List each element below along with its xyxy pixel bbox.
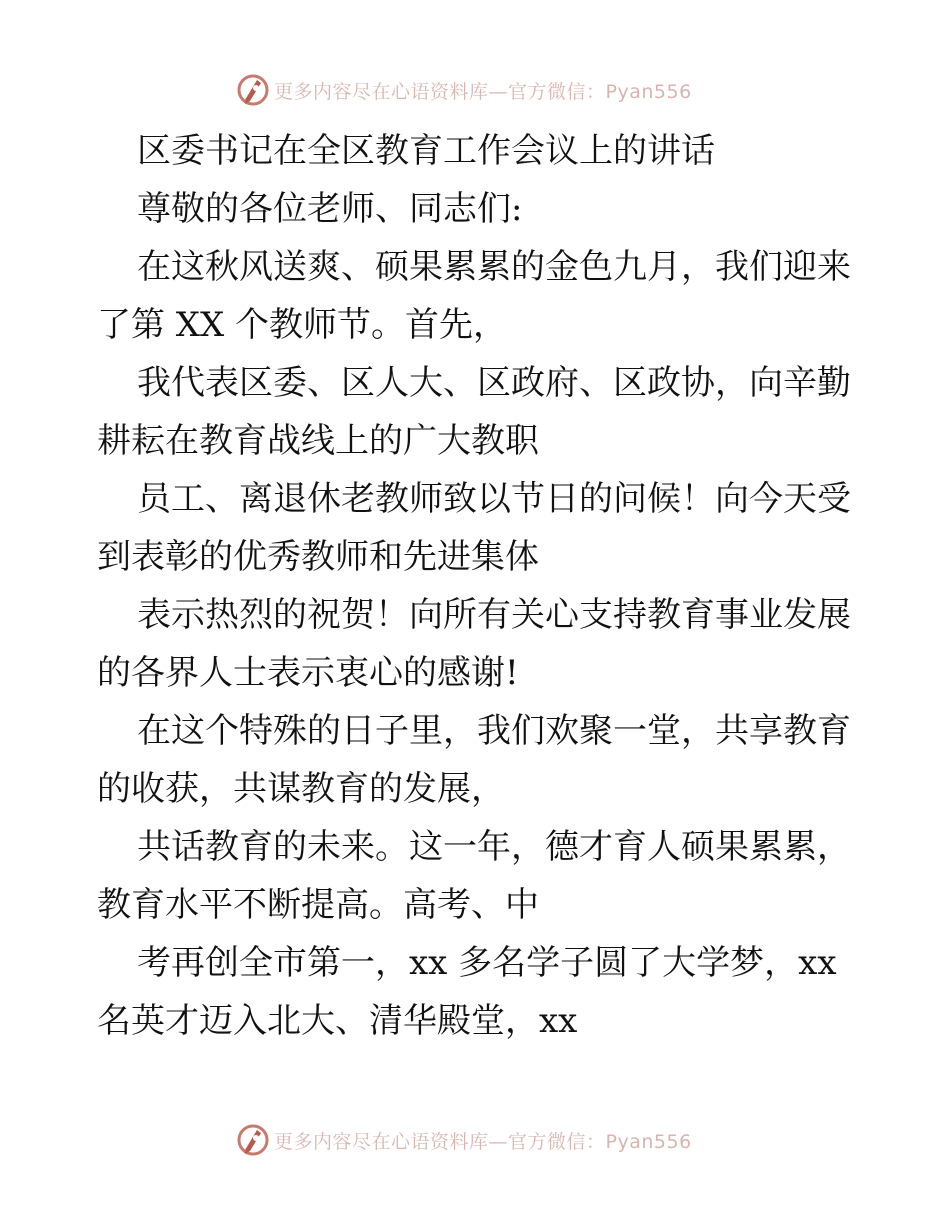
text-line: 到表彰的优秀教师和先进集体 — [97, 537, 539, 577]
salutation: 尊敬的各位老师、同志们: — [137, 189, 523, 229]
text-line: 共话教育的未来。这一年，德才育人硕果累累， — [137, 827, 851, 867]
text-line: 名英才迈入北大、清华殿堂，xx — [97, 1001, 578, 1041]
text-line: 员工、离退休老教师致以节日的问候！向今天受 — [137, 479, 851, 519]
text-line: 的各界人士表示衷心的感谢! — [97, 653, 519, 693]
text-line: 教育水平不断提高。高考、中 — [97, 885, 539, 925]
text-line: 考再创全市第一，xx 多名学子圆了大学梦，xx — [137, 943, 837, 983]
footer-watermark — [0, 1120, 950, 1160]
watermark-text: 更多内容尽在心语资料库—官方微信：Pyan556 — [274, 1130, 692, 1153]
document-title: 区委书记在全区教育工作会议上的讲话 — [137, 131, 715, 171]
text-line: 我代表区委、区人大、区政府、区政协，向辛勤 — [137, 363, 851, 403]
stylized-p-logo-icon — [236, 1123, 270, 1157]
text-line: 耕耘在教育战线上的广大教职 — [97, 421, 539, 461]
text-line: 在这个特殊的日子里，我们欢聚一堂，共享教育 — [137, 711, 851, 751]
watermark-text: 更多内容尽在心语资料库—官方微信：Pyan556 — [274, 80, 692, 103]
document-body — [97, 122, 857, 1050]
text-line: 在这秋风送爽、硕果累累的金色九月，我们迎来 — [137, 247, 851, 287]
stylized-p-logo-icon — [236, 73, 270, 107]
text-line: 的收获，共谋教育的发展， — [97, 769, 505, 809]
wechat-handle: Pyan556 — [605, 80, 692, 103]
header-watermark — [0, 70, 950, 110]
text-line: 了第 XX 个教师节。首先， — [97, 305, 508, 345]
text-line: 表示热烈的祝贺！向所有关心支持教育事业发展 — [137, 595, 851, 635]
wechat-handle: Pyan556 — [605, 1130, 692, 1153]
